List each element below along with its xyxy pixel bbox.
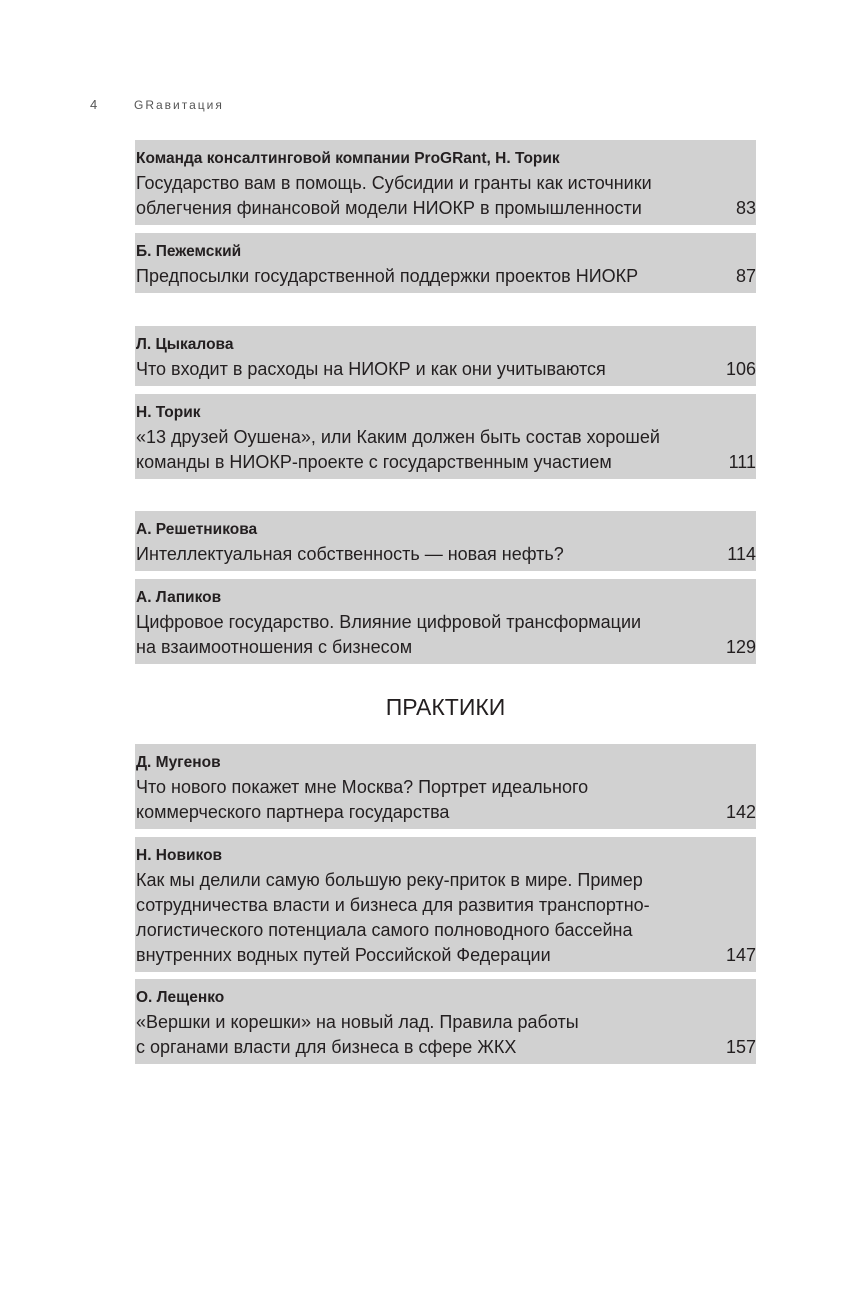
toc-entry[interactable] <box>135 326 756 386</box>
toc-entry[interactable] <box>135 140 756 225</box>
entry-author: Л. Цыкалова <box>136 336 234 353</box>
entry-title-line: сотрудничества власти и бизнеса для развития транспортно- <box>136 895 650 915</box>
entry-author: Команда консалтинговой компании ProGRant, Н. Торик <box>136 150 560 167</box>
entry-title-line: Что нового покажет мне Москва? Портрет идеального <box>136 777 589 797</box>
toc-entry[interactable] <box>135 837 756 972</box>
entry-title-line: «Вершки и корешки» на новый лад. Правила работы <box>136 1012 579 1032</box>
page-number: 4 <box>90 97 98 112</box>
entry-title-line: коммерческого партнера государства <box>136 802 450 822</box>
running-title: GRавитация <box>134 98 224 112</box>
entry-title-line: команды в НИОКР-проекте с государственным участием <box>136 452 612 472</box>
entry-title <box>136 1010 696 1060</box>
entry-author: Н. Торик <box>136 404 201 421</box>
entry-title-line: Государство вам в помощь. Субсидии и гранты как источники <box>136 173 652 193</box>
entry-title <box>136 425 696 475</box>
entry-title-line: Что входит в расходы на НИОКР и как они учитываются <box>136 359 606 379</box>
entry-page-number: 106 <box>725 359 756 379</box>
entry-title-line: «13 друзей Оушена», или Каким должен быть состав хорошей <box>136 427 660 447</box>
entry-title-line: облегчения финансовой модели НИОКР в промышленности <box>136 198 642 218</box>
entry-author: А. Лапиков <box>136 589 222 606</box>
entry-title-line: Интеллектуальная собственность — новая нефть? <box>136 544 564 564</box>
entry-author: О. Лещенко <box>136 989 225 1006</box>
entry-title <box>136 542 696 567</box>
running-header <box>90 97 224 112</box>
entry-title <box>136 357 696 382</box>
section-title: ПРАКТИКИ <box>385 694 506 720</box>
entry-title-line: Как мы делили самую большую реку-приток в мире. Пример <box>136 870 643 890</box>
entry-page-number: 83 <box>735 198 756 218</box>
entry-title-line: внутренних водных путей Российской Федерации <box>136 945 551 965</box>
entry-title-line: на взаимоотношения с бизнесом <box>136 637 413 657</box>
entry-title-line: логистического потенциала самого полноводного бассейна <box>136 920 633 940</box>
entry-title-line: Цифровое государство. Влияние цифровой трансформации <box>136 612 642 632</box>
entry-title <box>136 610 696 660</box>
toc-entry[interactable] <box>135 511 756 571</box>
entry-title-line: Предпосылки государственной поддержки проектов НИОКР <box>136 266 639 286</box>
entry-author: Н. Новиков <box>136 847 223 864</box>
toc-entry[interactable] <box>135 744 756 829</box>
entry-title <box>136 868 696 968</box>
entry-author: А. Решетникова <box>136 521 258 538</box>
entry-author: Д. Мугенов <box>136 754 221 771</box>
entry-author: Б. Пежемский <box>136 243 242 260</box>
entry-title-line: с органами власти для бизнеса в сфере ЖКХ <box>136 1037 517 1057</box>
entry-page-number: 111 <box>728 452 756 472</box>
entry-title <box>136 264 696 289</box>
entry-page-number: 114 <box>727 544 756 564</box>
entry-page-number: 142 <box>725 802 756 822</box>
entry-title <box>136 775 696 825</box>
toc-entry[interactable] <box>135 233 756 293</box>
entry-page-number: 157 <box>725 1037 756 1057</box>
entry-page-number: 87 <box>735 266 756 286</box>
toc-entry[interactable] <box>135 394 756 479</box>
entry-page-number: 147 <box>725 945 756 965</box>
toc-entry[interactable] <box>135 579 756 664</box>
entry-title <box>136 171 696 221</box>
entry-page-number: 129 <box>725 637 756 657</box>
toc-entry[interactable] <box>135 979 756 1064</box>
